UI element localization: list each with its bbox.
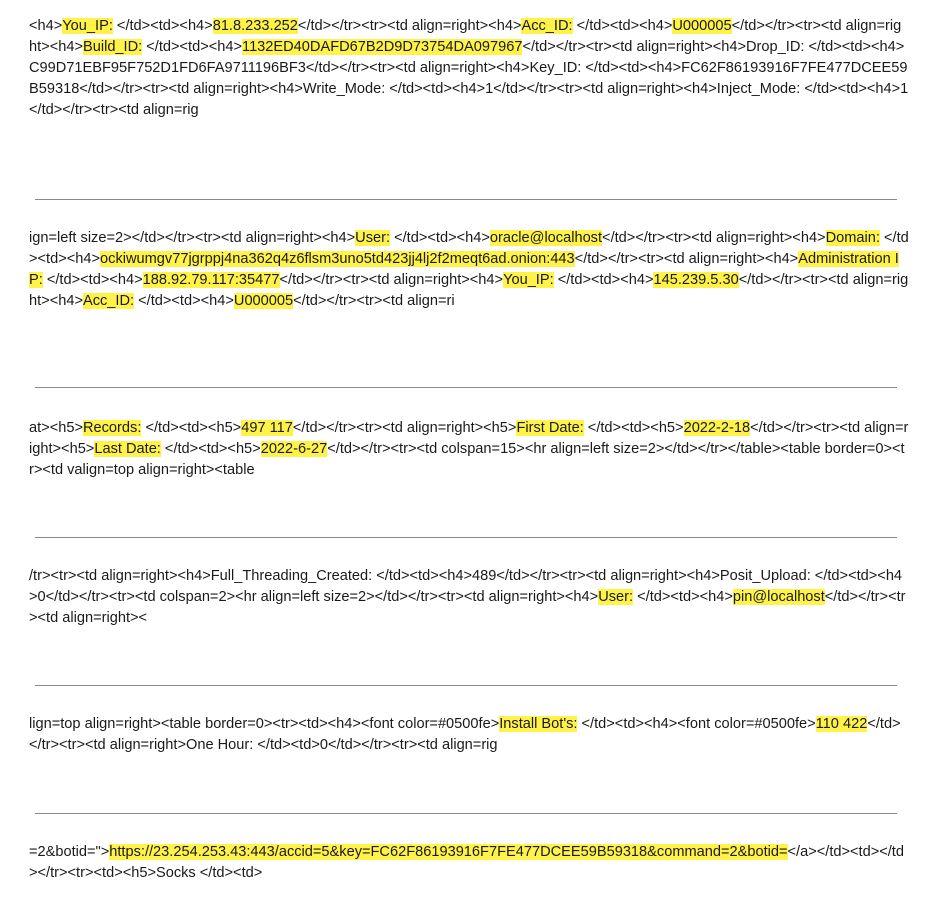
highlighted-text: 110 422 xyxy=(815,716,868,732)
code-excerpt-6 xyxy=(29,842,909,884)
highlighted-text: U000005 xyxy=(233,293,294,309)
code-text: </td></tr><tr><td align=right><h4>Drop_ID: </td><td><h4>C99D71EBF95F752D1FD6FA9711196BF3</td></tr><tr><td align=right><h4>Key_ID: </td><td><h4>FC62F86193916F7FE477DCEE59B59318</td></tr><tr><td align=right><h4>Write_Mode: </td><td><h4>1</td></tr><tr><td align=right><h4>Inject_Mode: </td><td><h4>1</td></tr><tr><td align=rig xyxy=(29,39,909,118)
highlighted-text: 188.92.79.117:35477 xyxy=(142,272,280,288)
highlighted-text: You_IP: xyxy=(62,18,113,34)
code-text: lign=top align=right><table border=0><tr><td><h4><font color=#0500fe> xyxy=(29,716,500,732)
code-excerpt-2 xyxy=(29,228,909,312)
highlighted-text: pin@localhost xyxy=(732,589,825,605)
highlighted-text: ockiwumgv77jgrppj4na362q4z6flsm3uno5td423jj4lj2f2meqt6ad.onion:443 xyxy=(100,251,575,267)
code-text: </td></tr><tr><td align=ri xyxy=(293,293,455,309)
code-text: </td></tr><tr><td align=right><h4> xyxy=(602,230,826,246)
code-text: </td><td><h4> xyxy=(390,230,490,246)
divider xyxy=(35,685,897,686)
divider xyxy=(35,537,897,538)
code-text: </td></tr><tr><td align=right><h4> xyxy=(574,251,799,267)
code-text: </td></tr><tr><td align=right><h4> xyxy=(297,18,522,34)
highlighted-text: Build_ID: xyxy=(82,39,143,55)
divider xyxy=(35,199,897,200)
code-excerpt-1 xyxy=(29,16,909,121)
code-text: </td><td><h4> xyxy=(112,18,213,34)
code-text: </a></td><td></td></tr><tr><td><h5>Socks </td><td> xyxy=(29,844,904,881)
code-text: </td><td><h4> xyxy=(29,230,909,267)
highlighted-text: Administration IP: xyxy=(29,251,899,288)
code-text: </td><td><h4> xyxy=(42,272,143,288)
code-excerpt-5 xyxy=(29,714,909,756)
code-text: </td><td><h5> xyxy=(160,441,261,457)
code-text: </td></tr><tr><td colspan=15><hr align=left size=2></td></tr></table><table border=0><tr><td valign=top align=right><table xyxy=(29,441,905,478)
highlighted-text: 2022-2-18 xyxy=(683,420,751,436)
code-text: ign=left size=2></td></tr><tr><td align=right><h4> xyxy=(29,230,356,246)
highlighted-text: Domain: xyxy=(825,230,880,246)
highlighted-text: Last Date: xyxy=(94,441,161,457)
code-text: </td></tr><tr><td align=right><h4> xyxy=(29,272,909,309)
highlighted-text: First Date: xyxy=(516,420,584,436)
code-text: </td><td><h4> xyxy=(633,589,733,605)
code-text: </td><td><h4><font color=#0500fe> xyxy=(577,716,816,732)
code-text: </td></tr><tr><td align=right><h4> xyxy=(279,272,504,288)
code-text: </td><td><h5> xyxy=(583,420,684,436)
highlighted-text: 497 117 xyxy=(241,420,293,436)
divider xyxy=(35,387,897,388)
highlighted-text: 145.239.5.30 xyxy=(653,272,739,288)
highlighted-text: 1132ED40DAFD67B2D9D73754DA097967 xyxy=(242,39,523,55)
highlighted-text: You_IP: xyxy=(503,272,554,288)
code-text: </td><td><h4> xyxy=(572,18,673,34)
highlighted-text: User: xyxy=(355,230,391,246)
highlighted-text: 81.8.233.252 xyxy=(212,18,298,34)
code-text: </td></tr><tr><td align=right><h5> xyxy=(292,420,517,436)
code-text: </td></tr><tr><td align=right><h5> xyxy=(29,420,909,457)
code-text: </td></tr><tr><td align=right><h4> xyxy=(29,18,902,55)
code-text: at><h5> xyxy=(29,420,83,436)
code-text: </td><td><h4> xyxy=(553,272,654,288)
code-text: =2&botid="> xyxy=(29,844,110,860)
code-text: </td></tr><tr><td align=right>< xyxy=(29,589,906,626)
highlighted-text: oracle@localhost xyxy=(489,230,603,246)
code-text: </td><td><h4> xyxy=(134,293,234,309)
divider xyxy=(35,813,897,814)
highlighted-text: Install Bot's: xyxy=(499,716,578,732)
code-text: </td><td><h5> xyxy=(141,420,242,436)
highlighted-text: Acc_ID: xyxy=(521,18,573,34)
code-text: /tr><tr><td align=right><h4>Full_Threading_Created: </td><td><h4>489</td></tr><tr><td align=right><h4>Posit_Upload: </td><td><h4>0</td></tr><tr><td colspan=2><hr align=left size=2></td></tr><tr><td align=right><h4> xyxy=(29,568,903,605)
highlighted-text: User: xyxy=(598,589,634,605)
highlighted-text: U000005 xyxy=(672,18,732,34)
highlighted-text: Records: xyxy=(82,420,142,436)
code-excerpt-4 xyxy=(29,566,909,629)
highlighted-text: 2022-6-27 xyxy=(260,441,328,457)
code-text: <h4> xyxy=(29,18,63,34)
code-excerpt-3 xyxy=(29,418,909,481)
highlighted-text: https://23.254.253.43:443/accid=5&key=FC62F86193916F7FE477DCEE59B59318&command=2&botid= xyxy=(109,844,788,860)
code-text: </td><td><h4> xyxy=(142,39,243,55)
code-text: </td></tr><tr><td align=right>One Hour: </td><td>0</td></tr><tr><td align=rig xyxy=(29,716,901,753)
highlighted-text: Acc_ID: xyxy=(82,293,135,309)
